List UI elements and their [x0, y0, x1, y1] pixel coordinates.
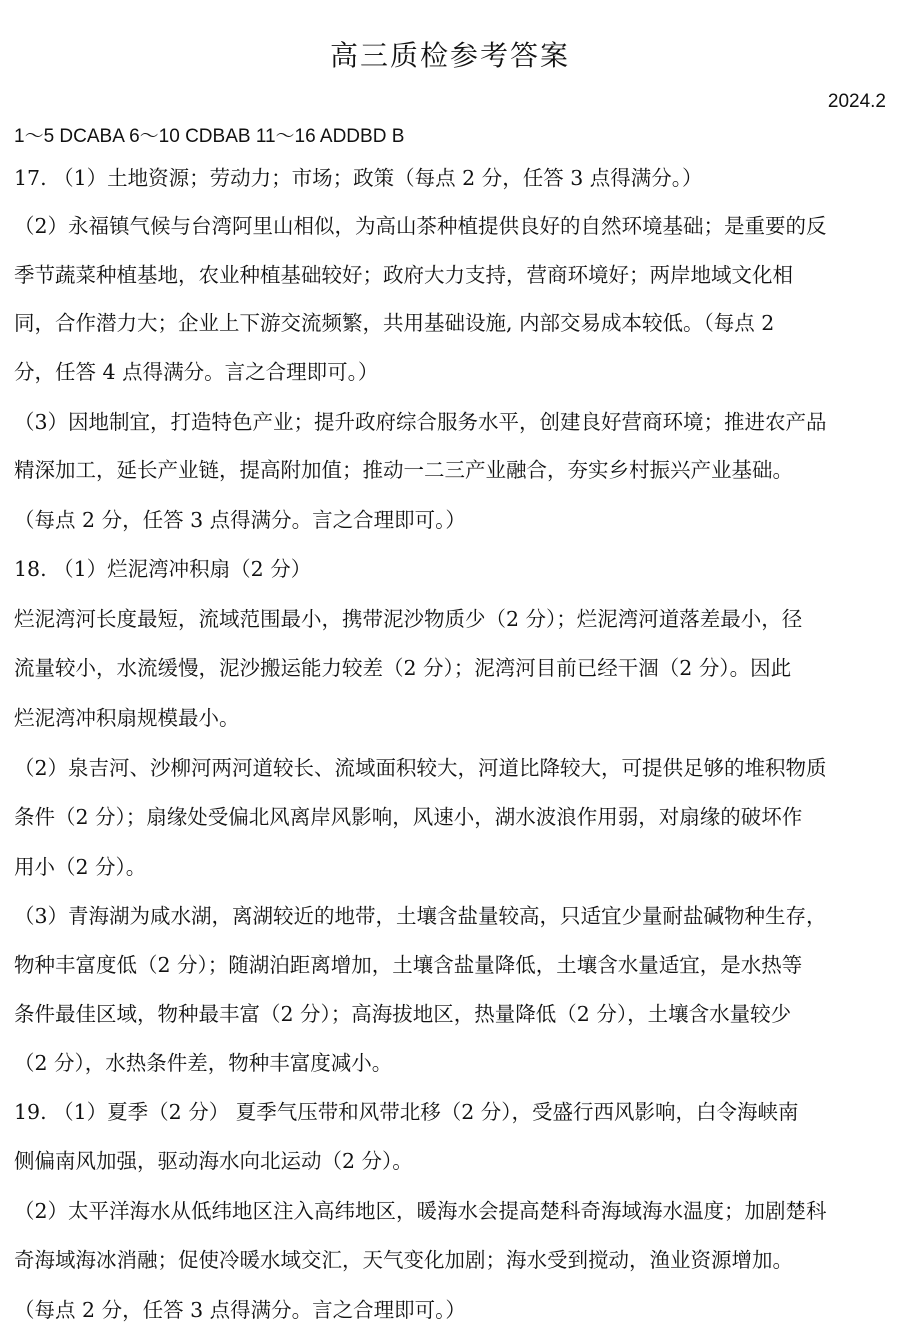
answer-line: 18. （1）烂泥湾冲积扇（2 分）	[14, 557, 312, 581]
answer-line: （2）泉吉河、沙柳河两河道较长、流域面积较大，河道比降较大，可提供足够的堆积物质	[14, 756, 827, 780]
answer-line: （3）因地制宜，打造特色产业；提升政府综合服务水平，创建良好营商环境；推进农产品	[14, 410, 827, 434]
answer-line: 烂泥湾河长度最短，流域范围最小，携带泥沙物质少（2 分）；烂泥湾河道落差最小，径	[14, 607, 803, 631]
answer-line: 流量较小，水流缓慢，泥沙搬运能力较差（2 分）；泥湾河目前已经干涸（2 分）。因此	[14, 656, 792, 680]
document-date: 2024.2	[827, 91, 886, 112]
answer-line: （每点 2 分，任答 3 点得满分。言之合理即可。）	[14, 1298, 466, 1322]
answer-line: 物种丰富度低（2 分）；随湖泊距离增加，土壤含盐量降低，土壤含水量适宜，是水热等	[14, 953, 803, 977]
answer-line: 1～5 DCABA 6～10 CDBAB 11～16 ADDBD B	[14, 126, 405, 147]
answer-line: 侧偏南风加强，驱动海水向北运动（2 分）。	[14, 1149, 413, 1173]
answer-line: 奇海域海冰消融；促使冷暖水域交汇，天气变化加剧；海水受到搅动，渔业资源增加。	[14, 1248, 793, 1272]
answer-line: 烂泥湾冲积扇规模最小。	[14, 706, 240, 730]
document-title: 高三质检参考答案	[329, 39, 570, 72]
answer-line: （2）太平洋海水从低纬地区注入高纬地区，暖海水会提高楚科奇海域海水温度；加剧楚科	[14, 1199, 827, 1223]
answer-line: 用小（2 分）。	[14, 855, 147, 879]
answer-line: 同，合作潜力大；企业上下游交流频繁，共用基础设施, 内部交易成本较低。（每点 2	[14, 311, 775, 335]
answer-line: 条件（2 分）；扇缘处受偏北风离岸风影响，风速小，湖水波浪作用弱，对扇缘的破坏作	[14, 805, 803, 829]
answer-line: 分，任答 4 点得满分。言之合理即可。）	[14, 360, 379, 384]
answer-line: 17. （1）土地资源；劳动力；市场；政策（每点 2 分，任答 3 点得满分。）	[14, 166, 703, 190]
answer-line: （2）永福镇气候与台湾阿里山相似，为高山茶种植提供良好的自然环境基础；是重要的反	[14, 214, 827, 238]
answer-line: 精深加工，延长产业链，提高附加值；推动一二三产业融合，夯实乡村振兴产业基础。	[14, 458, 793, 482]
answer-line: （每点 2 分，任答 3 点得满分。言之合理即可。）	[14, 508, 466, 532]
answer-line: 19. （1）夏季（2 分） 夏季气压带和风带北移（2 分），受盛行西风影响，白令海峡南	[14, 1100, 799, 1124]
answer-line: 条件最佳区域，物种最丰富（2 分）；高海拔地区，热量降低（2 分），土壤含水量较少	[14, 1002, 792, 1026]
answer-line: 季节蔬菜种植基地，农业种植基础较好；政府大力支持，营商环境好；两岸地域文化相	[14, 263, 793, 287]
answer-line: （2 分），水热条件差，物种丰富度减小。	[14, 1051, 393, 1075]
answer-line: （3）青海湖为咸水湖，离湖较近的地带，土壤含盐量较高，只适宜少量耐盐碱物种生存，	[14, 904, 827, 928]
